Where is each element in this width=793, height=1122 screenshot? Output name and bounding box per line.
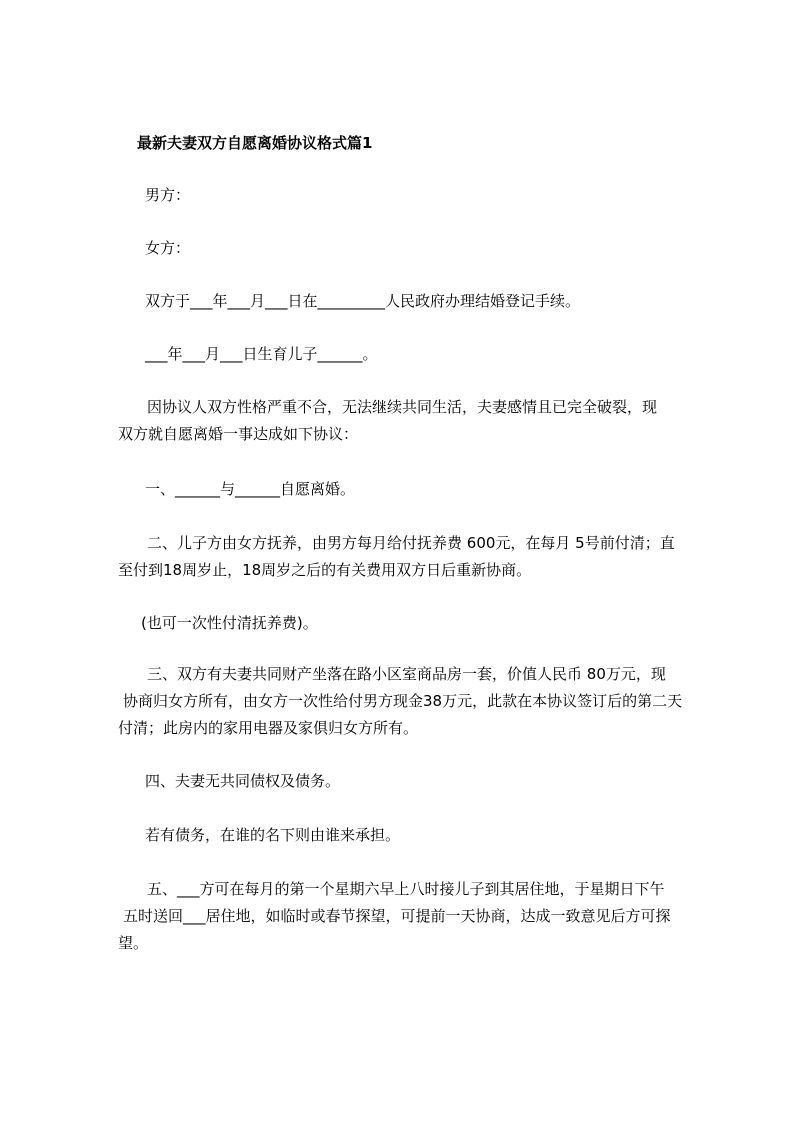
reason-paragraph-line-1: 因协议人双方性格严重不合，无法继续共同生活，夫妻感情且已完全破裂，现: [147, 398, 658, 416]
clause-3-line-1: 三、双方有夫妻共同财产坐落在路小区室商品房一套，价值人民币 80万元，现: [147, 665, 666, 683]
clause-5-line-2: 五时送回___居住地，如临时或春节探望，可提前一天协商，达成一致意见后方可探: [123, 907, 671, 925]
marriage-registration-line: 双方于___年___月___日在_________人民政府办理结婚登记手续。: [145, 292, 581, 310]
reason-paragraph-line-2: 双方就自愿离婚一事达成如下协议：: [118, 425, 359, 443]
clause-2-line-2: 至付到18周岁止，18周岁之后的有关费用双方日后重新协商。: [118, 561, 532, 579]
clause-5-line-1: 五、___方可在每月的第一个星期六早上八时接儿子到其居住地，于星期日下午: [147, 880, 665, 898]
clause-4: 四、夫妻无共同债权及债务。: [145, 772, 341, 790]
clause-3-line-2: 协商归女方所有，由女方一次性给付男方现金38万元，此款在本协议签订后的第二天: [123, 692, 683, 710]
clause-2-line-1: 二、儿子方由女方抚养，由男方每月给付抚养费 600元，在每月 5号前付清；直: [147, 534, 675, 552]
clause-2-note: (也可一次性付清抚养费)。: [141, 614, 318, 632]
clause-1: 一、______与______自愿离婚。: [145, 480, 356, 498]
document-title: 最新夫妻双方自愿离婚协议格式篇1: [137, 134, 373, 152]
clause-4-note: 若有债务，在谁的名下则由谁来承担。: [145, 826, 401, 844]
female-party-line: 女方：: [145, 239, 191, 257]
clause-3-line-3: 付清；此房内的家用电器及家俱归女方所有。: [118, 719, 419, 737]
clause-5-line-3: 望。: [118, 934, 149, 952]
child-birth-line: ___年___月___日生育儿子______。: [145, 345, 378, 363]
male-party-line: 男方：: [145, 186, 191, 204]
